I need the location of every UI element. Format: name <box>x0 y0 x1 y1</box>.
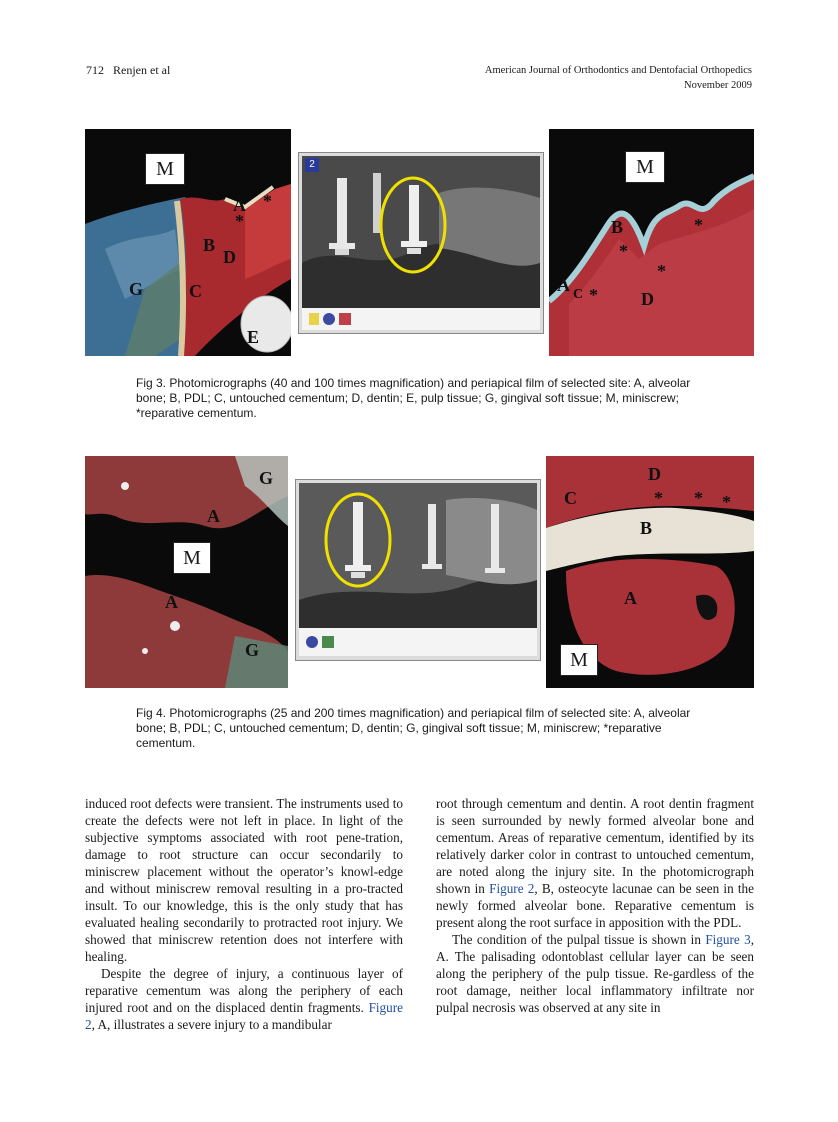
fig4-periapical-film <box>295 479 541 661</box>
body-column-right <box>436 795 754 1016</box>
fig4-right-label-b: B <box>640 518 653 538</box>
fig3-right-label-b: B <box>611 217 624 237</box>
fig4-left-label-g-top: G <box>259 468 274 488</box>
fig3-left-tissue-image <box>85 129 291 356</box>
running-head-right <box>485 63 752 93</box>
fig3-right-star-2: * <box>657 261 666 281</box>
fig3-left-label-a: A <box>233 195 246 215</box>
fig3-periapical-film <box>298 152 544 334</box>
fig4-left-label-g-bottom: G <box>245 640 260 660</box>
issue-date: November 2009 <box>684 80 752 91</box>
fig4-right-label-m: M <box>560 644 598 676</box>
paragraph-text: root through cementum and dentin. A root dentin fragment is seen surrounded by newly formed alveolar bone and cementum. Areas of reparative cementum, identified by its relatively darker color in contrast to untouched cementum, are noted along the injury site. In the photomicrograph shown in <box>436 796 754 896</box>
fig3-right-label-a: A <box>557 275 570 295</box>
fig3-right-label-m: M <box>625 151 665 183</box>
fig4-right-label-a: A <box>624 588 637 608</box>
fig4-right-star-3: * <box>722 492 731 512</box>
fig3-photomicrograph-right <box>549 129 754 356</box>
paragraph <box>436 931 754 1016</box>
fig3-xray-image <box>299 153 543 333</box>
fig4-right-label-c: C <box>564 488 577 508</box>
fig3-left-star-2: * <box>235 211 244 231</box>
running-head-left: 712 Renjen et al <box>86 63 171 77</box>
paragraph: induced root defects were transient. The instruments used to create the defects were not left in place. In light of the subjective symptoms associated with root pene-tration, damage to root structure can occur secondarily to miniscrew placement without the operator’s knowl-edge and without miniscrew removal resulting in a pro-tracted insult. To our knowledge, this is the only study that has evaluated healing secondarily to protracted root injury. We showed that miniscrew retention does not interfere with healing. <box>85 796 403 964</box>
paragraph <box>436 795 754 931</box>
fig4-right-label-d: D <box>648 464 661 484</box>
fig3-left-label-c: C <box>189 281 202 301</box>
figure-2-link[interactable]: Figure 2 <box>85 1000 403 1032</box>
fig3-right-star-1: * <box>619 241 628 261</box>
paragraph-text: , A. The palisading odontoblast cellular layer can be seen along the periphery of the pulp tissue. Re-gardless of the root damage, neither local inflammatory infiltrate nor pulpal necrosis was observed at any site in <box>436 932 755 1015</box>
paragraph-text: Despite the degree of injury, a continuous layer of reparative cementum was along the periphery of each injured root and on the displaced dentin fragments. <box>85 966 403 1015</box>
fig4-left-label-a-top: A <box>207 506 220 526</box>
fig3-xray-tag: 2 <box>305 158 319 172</box>
fig3-left-label-g: G <box>129 279 144 299</box>
fig4-left-label-a-bottom: A <box>165 592 178 612</box>
fig4-right-star-2: * <box>694 488 703 508</box>
fig3-right-star-4: * <box>589 285 598 305</box>
fig3-right-star-3: * <box>694 215 703 235</box>
fig3-left-star: * <box>263 191 272 211</box>
paragraph-text: , A, illustrates a severe injury to a mandibular <box>91 1017 332 1032</box>
fig4-photomicrograph-right <box>546 456 754 688</box>
fig3-left-label-m: M <box>145 153 185 185</box>
fig4-photomicrograph-left <box>85 456 288 688</box>
fig3-left-label-e: E <box>247 327 260 347</box>
paragraph-text: , B, osteocyte lacunae can be seen in the newly formed alveolar bone. Reparative cementum is present along the root surface in apposition with the PDL. <box>436 881 754 930</box>
paragraph-text: The condition of the pulpal tissue is shown in <box>452 932 701 947</box>
fig3-left-label-d: D <box>223 247 236 267</box>
journal-title: American Journal of Orthodontics and Dentofacial Orthopedics <box>484 65 752 76</box>
fig3-caption: Fig 3. Photomicrographs (40 and 100 times magnification) and periapical film of selected site: A, alveolar bone; B, PDL; C, untouched cementum; D, dentin; E, pulp tissue; G, gingival soft tissue; M, miniscrew; *reparative cementum. <box>136 376 691 420</box>
fig3-left-label-b: B <box>203 235 216 255</box>
fig3-right-label-c: C <box>573 287 584 302</box>
paragraph <box>85 965 403 1033</box>
fig4-right-star-1: * <box>654 488 663 508</box>
fig3-right-label-d: D <box>641 289 654 309</box>
fig3-photomicrograph-left <box>85 129 291 356</box>
fig4-xray-image <box>296 480 540 660</box>
fig4-left-label-m: M <box>173 542 211 574</box>
body-column-left <box>85 795 403 1033</box>
figure-3-link[interactable]: Figure 3 <box>705 932 751 947</box>
fig4-caption: Fig 4. Photomicrographs (25 and 200 times magnification) and periapical film of selected site: A, alveolar bone; B, PDL; C, untouched cementum; D, dentin; G, gingival soft tissue; M, miniscrew; *reparative cementum. <box>136 706 691 750</box>
figure-2-link[interactable]: Figure 2 <box>489 881 535 896</box>
